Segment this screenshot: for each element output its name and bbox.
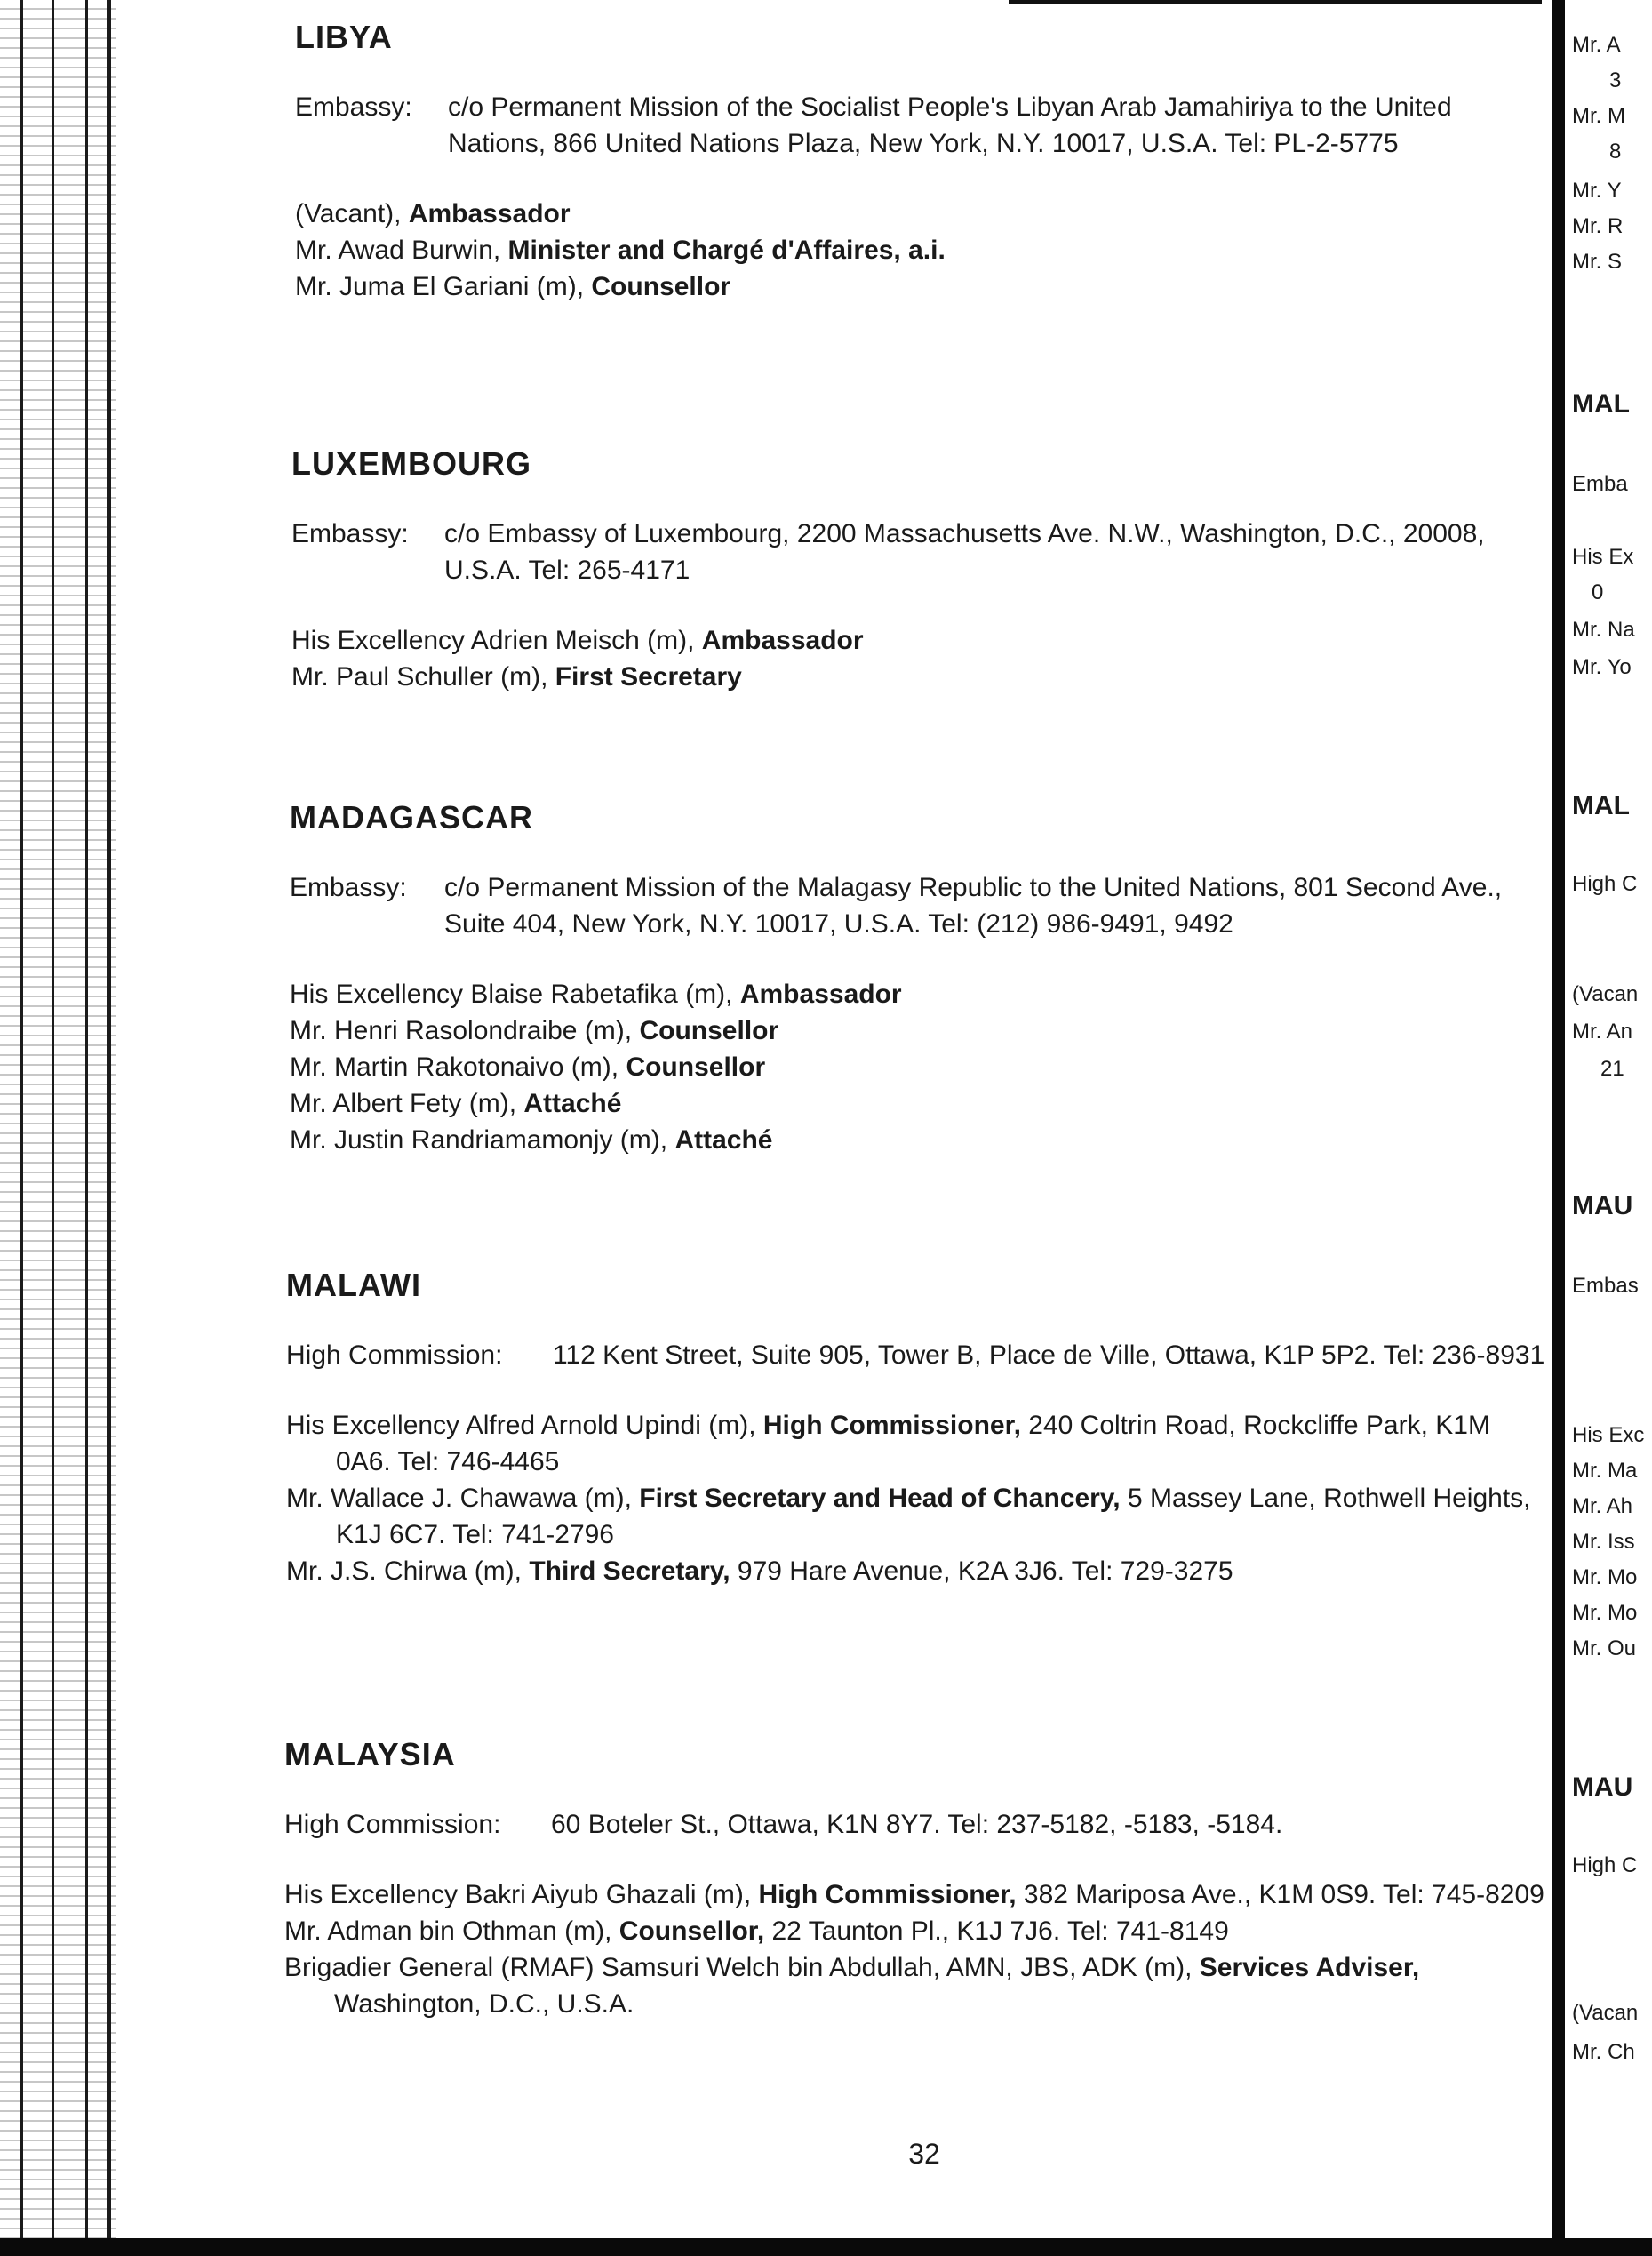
country-heading: LIBYA <box>295 19 393 55</box>
staff-title: Services Adviser, <box>1199 1953 1420 1982</box>
address-text: c/o Permanent Mission of the Socialist People's Libyan Arab Jamahiriya to the United Nations, 866 United Nations Plaza, New York, N.Y. 10017, U.S.A. Tel: PL-2-5775 <box>448 92 1452 158</box>
address-text: c/o Permanent Mission of the Malagasy Republic to the United Nations, 801 Second Ave., Suite 404, New York, N.Y. 10017, U.S.A. Tel: (212) 986-9491, 9492 <box>444 873 1503 939</box>
staff-details: 979 Hare Avenue, K2A 3J6. Tel: 729-3275 <box>730 1556 1233 1586</box>
staff-title: Third Secretary, <box>529 1556 730 1586</box>
staff-name: Mr. J.S. Chirwa (m), <box>286 1556 530 1586</box>
staff-name: Mr. Wallace J. Chawawa (m), <box>286 1484 640 1513</box>
fragment-0: Mr. A <box>1572 33 1621 57</box>
fragment-25: Mr. Mo <box>1572 1601 1638 1625</box>
staff-details: 382 Mariposa Ave., K1M 0S9. Tel: 745-8209 <box>1016 1880 1544 1909</box>
staff-name: His Excellency Bakri Aiyub Ghazali (m), <box>284 1880 759 1909</box>
address-block <box>286 1337 1548 1373</box>
top-edge-rule <box>1009 0 1542 4</box>
fragment-18: MAU <box>1572 1191 1633 1220</box>
staff-entry <box>284 1876 1546 1913</box>
staff-details: 5 Massey Lane, Rothwell Heights, K1J 6C7. Tel: 741-2796 <box>336 1484 1531 1549</box>
staff-details: 240 Coltrin Road, Rockcliffe Park, K1M 0A6. Tel: 746-4465 <box>336 1411 1490 1476</box>
staff-title: Ambassador <box>739 980 902 1009</box>
address-block <box>290 869 1552 942</box>
staff-entry <box>290 1049 1552 1085</box>
staff-title: Counsellor <box>626 1052 766 1082</box>
section-malawi <box>286 1266 1548 1589</box>
staff-title: Attaché <box>674 1125 773 1155</box>
staff-entry <box>295 196 1557 232</box>
fragment-6: Mr. S <box>1572 250 1623 274</box>
staff-entry <box>295 268 1557 305</box>
country-heading: MALAYSIA <box>284 1736 456 1772</box>
staff-name: Mr. Henri Rasolondraibe (m), <box>290 1016 640 1045</box>
staff-title: Counsellor, <box>619 1916 765 1946</box>
staff-details: Washington, D.C., U.S.A. <box>334 1989 634 2019</box>
country-heading: MADAGASCAR <box>290 799 533 836</box>
staff-name: Mr. Awad Burwin, <box>295 236 508 265</box>
staff-title: Counsellor <box>639 1016 779 1045</box>
staff-title: Ambassador <box>701 626 864 655</box>
staff-name: Mr. Albert Fety (m), <box>290 1089 524 1118</box>
fragment-16: Mr. An <box>1572 1020 1633 1044</box>
fragment-4: Mr. Y <box>1572 179 1622 203</box>
staff-details: 22 Taunton Pl., K1J 7J6. Tel: 741-8149 <box>764 1916 1229 1946</box>
staff-name: (Vacant), <box>295 199 409 228</box>
staff-list <box>291 622 1553 695</box>
fragment-2: Mr. M <box>1572 104 1625 128</box>
fragment-10: 0 <box>1592 580 1604 604</box>
staff-title: Counsellor <box>591 272 731 301</box>
staff-name: Mr. Adman bin Othman (m), <box>284 1916 619 1946</box>
section-malaysia <box>284 1735 1546 2022</box>
fragment-30: Mr. Ch <box>1572 2040 1635 2064</box>
staff-name: His Excellency Alfred Arnold Upindi (m), <box>286 1411 763 1440</box>
fragment-29: (Vacan <box>1572 2001 1639 2025</box>
staff-entry <box>286 1480 1548 1553</box>
address-text: c/o Embassy of Luxembourg, 2200 Massachusetts Ave. N.W., Washington, D.C., 20008, U.S.A. Tel: 265-4171 <box>444 519 1485 585</box>
staff-list <box>286 1407 1548 1589</box>
staff-name: His Excellency Blaise Rabetafika (m), <box>290 980 740 1009</box>
staff-title: First Secretary <box>555 662 742 692</box>
fragment-3: 8 <box>1609 140 1622 164</box>
staff-entry <box>290 1122 1552 1158</box>
address-block <box>284 1806 1546 1843</box>
staff-name: Mr. Justin Randriamamonjy (m), <box>290 1125 675 1155</box>
staff-name: Mr. Juma El Gariani (m), <box>295 272 592 301</box>
staff-name: His Excellency Adrien Meisch (m), <box>291 626 702 655</box>
fragment-12: Mr. Yo <box>1572 655 1632 679</box>
staff-entry <box>290 1085 1552 1122</box>
next-page-fragment-column <box>1565 0 1652 2238</box>
address-label: Embassy: <box>290 873 407 902</box>
fragment-14: High C <box>1572 872 1638 896</box>
address-label: High Commission: <box>286 1340 503 1370</box>
fragment-24: Mr. Mo <box>1572 1565 1638 1589</box>
fragment-20: His Exc <box>1572 1423 1645 1447</box>
page-gutter-divider <box>1552 0 1565 2256</box>
staff-title: First Secretary and Head of Chancery, <box>639 1484 1121 1513</box>
staff-title: High Commissioner, <box>758 1880 1017 1909</box>
fragment-23: Mr. Iss <box>1572 1530 1635 1554</box>
fragment-1: 3 <box>1609 68 1622 92</box>
address-text: 112 Kent Street, Suite 905, Tower B, Place de Ville, Ottawa, K1P 5P2. Tel: 236-8931 <box>553 1340 1545 1370</box>
fragment-9: His Ex <box>1572 545 1634 569</box>
staff-entry <box>295 232 1557 268</box>
fragment-22: Mr. Ah <box>1572 1494 1633 1518</box>
staff-entry <box>286 1407 1548 1480</box>
section-libya <box>295 18 1557 305</box>
section-luxembourg <box>291 444 1553 695</box>
fragment-13: MAL <box>1572 791 1630 820</box>
staff-entry <box>284 1913 1546 1949</box>
page-number: 32 <box>908 2138 940 2170</box>
scanned-binding-edge <box>0 0 116 2256</box>
staff-name: Brigadier General (RMAF) Samsuri Welch bin Abdullah, AMN, JBS, ADK (m), <box>284 1953 1200 1982</box>
staff-entry <box>290 1012 1552 1049</box>
staff-title: Minister and Chargé d'Affaires, a.i. <box>507 236 946 265</box>
fragment-7: MAL <box>1572 389 1630 419</box>
fragment-27: MAU <box>1572 1772 1633 1802</box>
address-block <box>291 516 1553 588</box>
address-text: 60 Boteler St., Ottawa, K1N 8Y7. Tel: 237-5182, -5183, -5184. <box>551 1810 1283 1839</box>
fragment-21: Mr. Ma <box>1572 1459 1638 1483</box>
staff-list <box>284 1876 1546 2022</box>
address-label: Embassy: <box>295 92 412 122</box>
fragment-17: 21 <box>1600 1057 1624 1081</box>
staff-name: Mr. Martin Rakotonaivo (m), <box>290 1052 626 1082</box>
fragment-11: Mr. Na <box>1572 618 1635 642</box>
address-block <box>295 89 1557 162</box>
staff-list <box>295 196 1557 305</box>
staff-name: Mr. Paul Schuller (m), <box>291 662 555 692</box>
fragment-15: (Vacan <box>1572 982 1639 1006</box>
staff-entry <box>290 976 1552 1012</box>
fragment-26: Mr. Ou <box>1572 1636 1637 1660</box>
fragment-28: High C <box>1572 1853 1638 1877</box>
staff-title: Ambassador <box>408 199 571 228</box>
country-heading: MALAWI <box>286 1267 421 1303</box>
staff-title: High Commissioner, <box>762 1411 1021 1440</box>
fragment-8: Emba <box>1572 472 1628 496</box>
address-label: Embassy: <box>291 519 409 548</box>
staff-title: Attaché <box>523 1089 622 1118</box>
country-heading: LUXEMBOURG <box>291 445 531 482</box>
staff-list <box>290 976 1552 1158</box>
bottom-edge-rule <box>0 2238 1652 2256</box>
staff-entry <box>286 1553 1548 1589</box>
fragment-19: Embas <box>1572 1274 1639 1298</box>
staff-entry <box>291 622 1553 659</box>
address-label: High Commission: <box>284 1810 501 1839</box>
fragment-5: Mr. R <box>1572 214 1624 238</box>
section-madagascar <box>290 798 1552 1158</box>
staff-entry <box>284 1949 1546 2022</box>
staff-entry <box>291 659 1553 695</box>
